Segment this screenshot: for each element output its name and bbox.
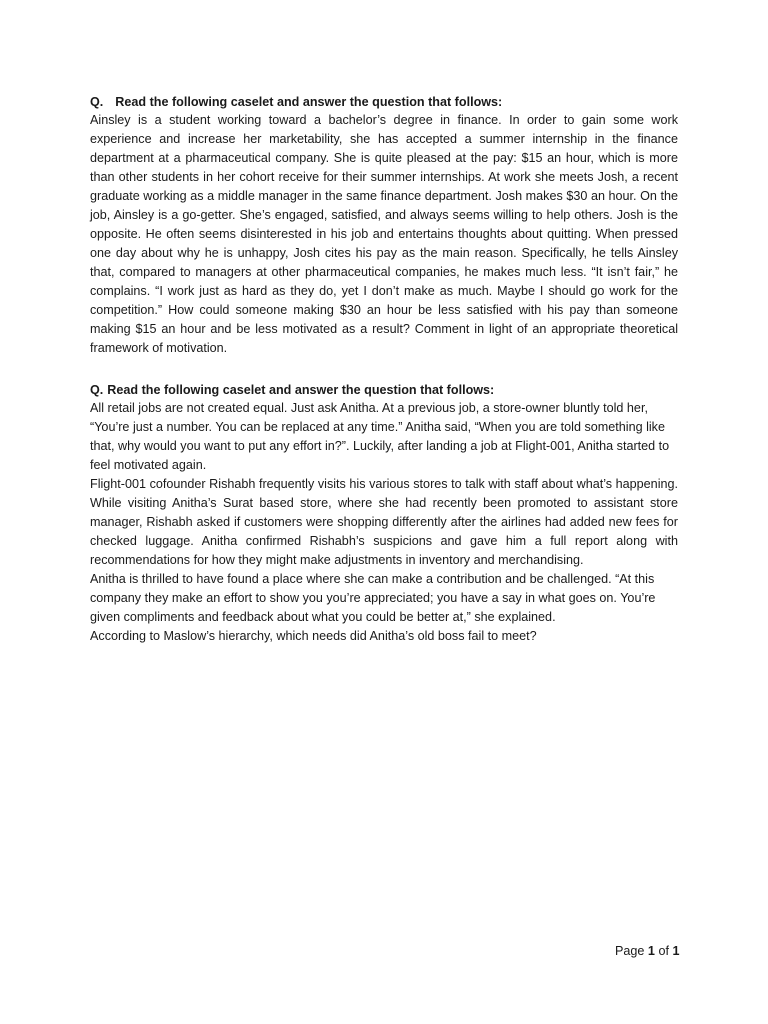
total-pages-number: 1 bbox=[672, 944, 680, 958]
caselet2-paragraph-1: All retail jobs are not created equal. Just ask Anitha. At a previous job, a store-owner bluntly told her, “You’re just a number. You can be replaced at any time.” Anitha said, “When you are told something like that, why would you want to put any effort in?”. Luckily, after landing a job at Flight-001, Anitha started to feel motivated again. bbox=[90, 401, 670, 472]
document-content bbox=[90, 94, 678, 646]
current-page-number: 1 bbox=[647, 944, 655, 958]
caselet2-paragraph-3: Anitha is thrilled to have found a place where she can make a contribution and be challenged. “At this company they make an effort to show you you’re appreciated; you have a say in what goes on. You’re given compliments and feedback about what you could be better at,” she explained. bbox=[90, 572, 656, 624]
page-number-footer bbox=[615, 943, 679, 960]
caselet1-heading-text: Read the following caselet and answer the question that follows: bbox=[115, 95, 503, 109]
of-word: of bbox=[658, 944, 669, 958]
caselet1-question-heading bbox=[90, 94, 678, 111]
caselet2-heading-text: Read the following caselet and answer the question that follows: bbox=[107, 383, 495, 397]
caselet1-paragraph: Ainsley is a student working toward a bachelor’s degree in finance. In order to gain some work experience and increase her marketability, she has accepted a summer internship in the finance department at a pharmaceutical company. She is quite pleased at the pay: $15 an hour, which is more than other students in her cohort receive for their summer internships. At work she meets Josh, a recent graduate working as a middle manager in the same finance department. Josh makes $30 an hour. On the job, Ainsley is a go-getter. She’s engaged, satisfied, and always seems willing to help others. Josh is the opposite. He often seems disinterested in his job and entertains thoughts about quitting. When pressed one day about why he is unhappy, Josh cites his pay as the main reason. Specifically, he tells Ainsley that, compared to managers at other pharmaceutical companies, he makes much less. “It isn’t fair,” he complains. “I work just as hard as they do, yet I don’t make as much. Maybe I should go work for the competition.” How could someone making $30 an hour be less satisfied with his pay than someone making $15 an hour and be less motivated as a result? Comment in light of an appropriate theoretical framework of motivation. bbox=[90, 113, 678, 355]
caselet2-paragraph-2: Flight-001 cofounder Rishabh frequently visits his various stores to talk with staff about what’s happening. While visiting Anitha’s Surat based store, where she had recently been promoted to assistant store manager, Rishabh asked if customers were shopping differently after the airlines had added new fees for checked luggage. Anitha confirmed Rishabh’s suspicions and gave him a full report along with recommendations for how they might make adjustments in inventory and merchandising. bbox=[90, 477, 678, 567]
caselet1-question-mark: Q. bbox=[90, 95, 104, 109]
caselet2-question-heading bbox=[90, 382, 678, 399]
caselet2-question-mark: Q. bbox=[90, 383, 104, 397]
page-word: Page bbox=[615, 944, 645, 958]
caselet2-question-text: According to Maslow’s hierarchy, which needs did Anitha’s old boss fail to meet? bbox=[90, 629, 537, 643]
